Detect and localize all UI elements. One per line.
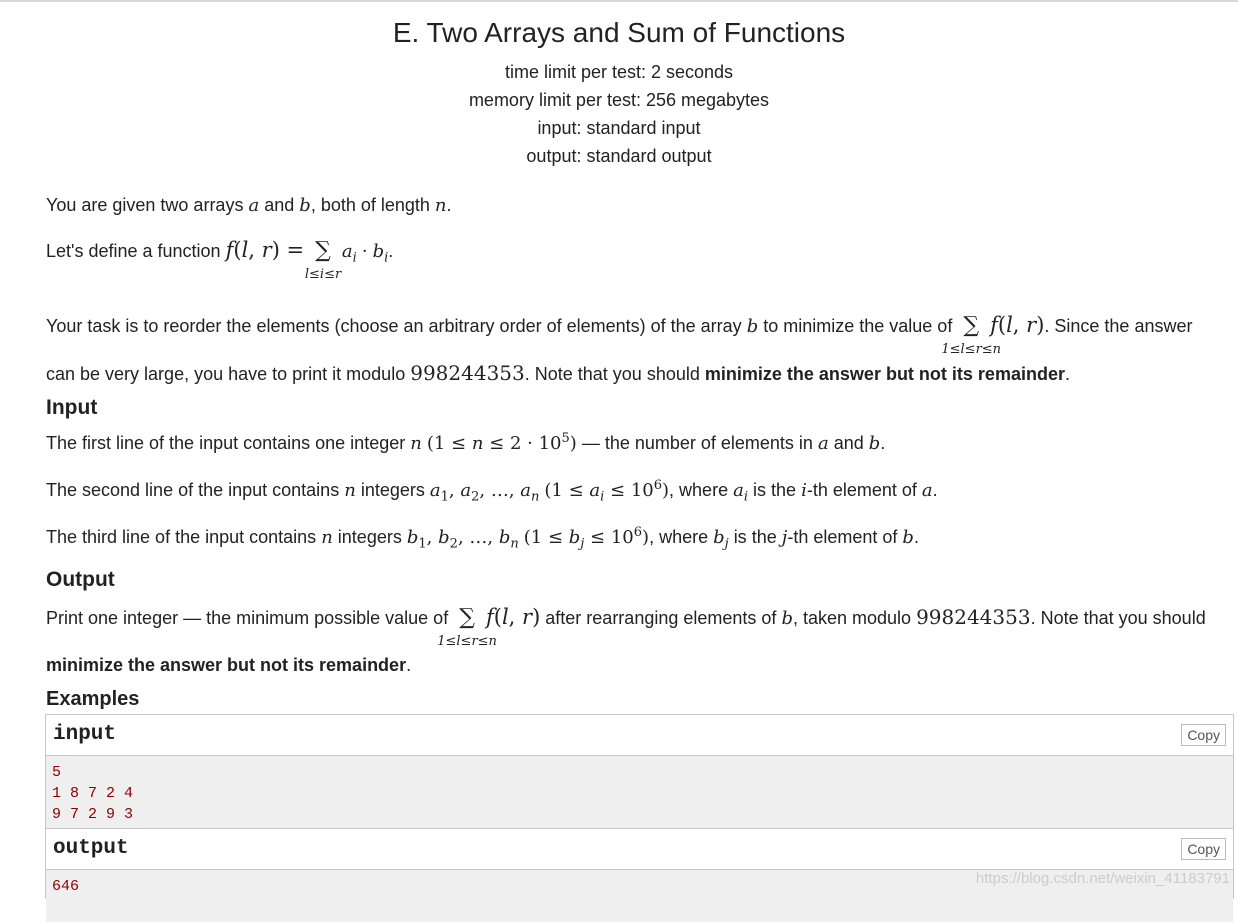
- problem-header: [0, 16, 1238, 170]
- example-input-content: 5 1 8 7 2 4 9 7 2 9 3: [46, 756, 1233, 831]
- input-file: input: standard input: [537, 118, 701, 138]
- watermark: https://blog.csdn.net/weixin_41183791: [975, 870, 1230, 887]
- output-file: output: standard output: [526, 146, 712, 166]
- sum-symbol: ∑ 1≤l≤r≤n: [941, 313, 1002, 357]
- input-heading: Input: [46, 396, 98, 419]
- problem-title: E. Two Arrays and Sum of Functions: [392, 17, 846, 48]
- sum-symbol: ∑ l≤i≤r: [304, 238, 342, 282]
- time-limit: time limit per test: 2 seconds: [504, 62, 734, 82]
- examples-heading: Examples: [46, 688, 140, 710]
- example-output-label: output: [53, 837, 129, 860]
- example-output-header: [46, 829, 1233, 870]
- example-input-box: [45, 714, 1234, 832]
- statement-paragraph-1: You are given two arrays a and b, both of length n.: [46, 195, 452, 216]
- input-line-3: The third line of the input contains n integers $b_1$, $b_2$, …, $b_n$ $(1 \le b_j \le 10^6)$, where $b_j$ is the j-th element of b.: [46, 525, 919, 552]
- statement-paragraph-2: Let's define a function f(l, r) = ∑ l≤i≤r $a_i \cdot b_i$.: [46, 238, 394, 282]
- input-line-2: The second line of the input contains n integers $a_1$, $a_2$, …, $a_n$ $(1 \le a_i \le 10^6)$, where $a_i$ is the i-th element of a.: [46, 478, 938, 505]
- copy-input-button[interactable]: Copy: [1181, 724, 1226, 746]
- example-output-box: [45, 828, 1234, 899]
- top-divider: [0, 0, 1238, 2]
- statement-paragraph-3: Your task is to reorder the elements (choose an arbitrary order of elements) of the array b to minimize the value of ∑ 1≤l≤r≤n f(l, r). Since the answer can be very large, you have to print it modulo 998244353. Note that you should minimize the answer but not its remainder.: [46, 302, 1226, 398]
- output-heading: Output: [46, 568, 115, 591]
- memory-limit: memory limit per test: 256 megabytes: [468, 90, 770, 110]
- output-description: Print one integer — the minimum possible value of ∑ 1≤l≤r≤n f(l, r) after rearranging elements of b, taken modulo 998244353. Note that you should minimize the answer but not its remainder.: [46, 594, 1226, 688]
- example-output-content: 646: [46, 870, 1233, 922]
- example-input-label: input: [53, 723, 117, 746]
- example-input-header: [46, 715, 1233, 756]
- sum-symbol: ∑ 1≤l≤r≤n: [437, 605, 497, 649]
- input-line-1: The first line of the input contains one integer n $(1 \le n \le 2 \cdot 10^5)$ — the number of elements in a and b.: [46, 431, 886, 454]
- copy-output-button[interactable]: Copy: [1181, 838, 1226, 860]
